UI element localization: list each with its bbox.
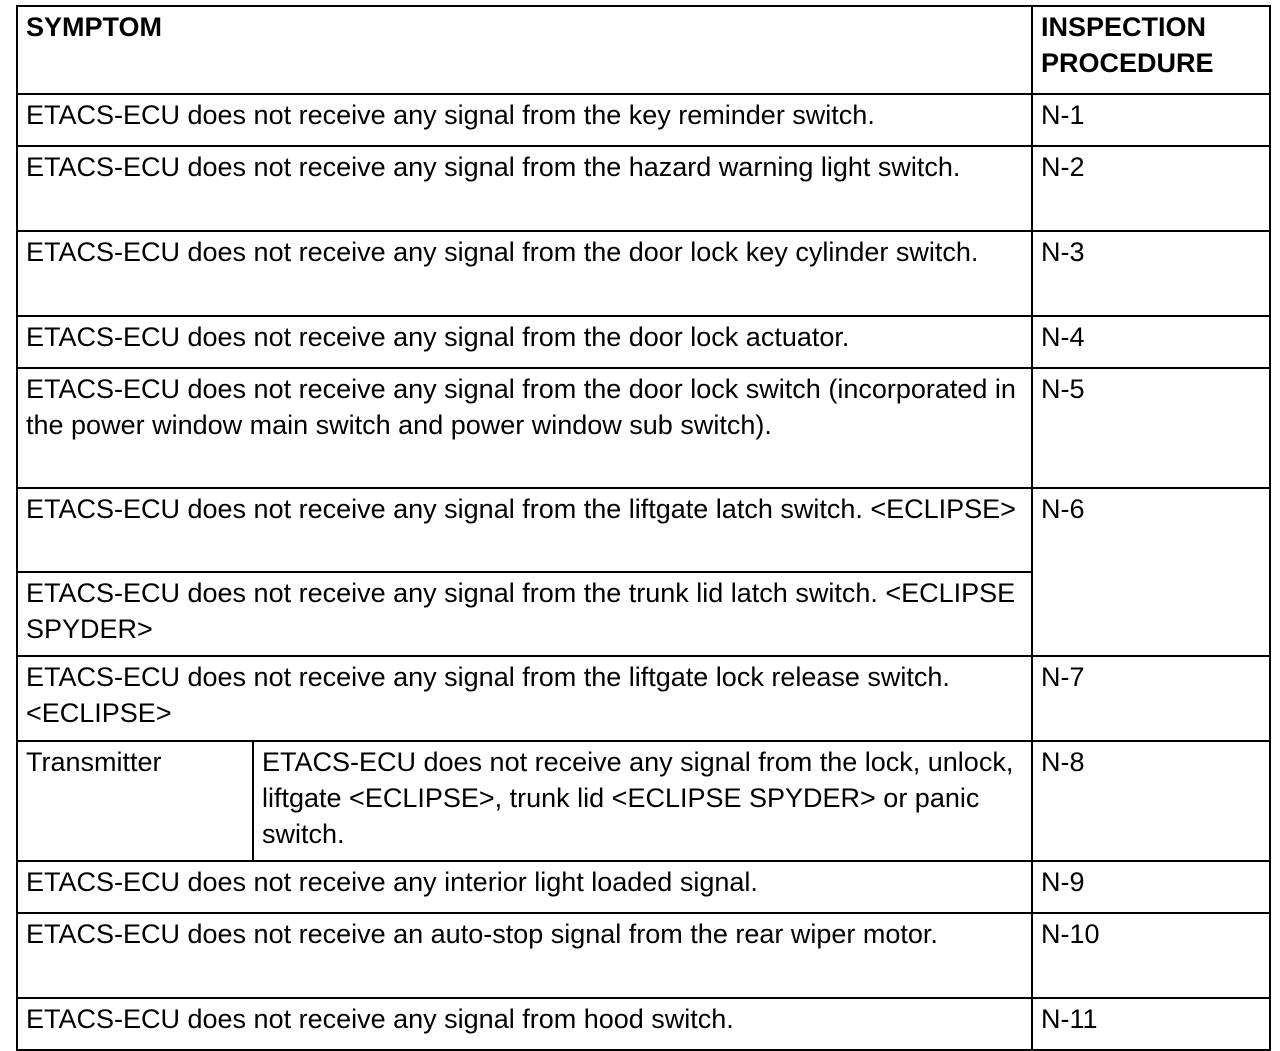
table-row bbox=[17, 316, 1270, 368]
table-header-row bbox=[17, 6, 1270, 94]
procedure-cell: N-6 bbox=[1032, 488, 1270, 656]
table-row bbox=[17, 146, 1270, 231]
symptom-cell: ETACS-ECU does not receive any signal from the hazard warning light switch. bbox=[17, 146, 1032, 231]
table-row bbox=[17, 656, 1270, 741]
symptom-inspection-table bbox=[16, 5, 1271, 1051]
table-row bbox=[17, 861, 1270, 913]
procedure-cell: N-11 bbox=[1032, 998, 1270, 1050]
symptom-cell: ETACS-ECU does not receive any signal from the lock, unlock, liftgate <ECLIPSE>, trunk lid <ECLIPSE SPYDER> or panic switch. bbox=[253, 741, 1032, 861]
procedure-cell: N-10 bbox=[1032, 913, 1270, 998]
symptom-cell: ETACS-ECU does not receive any signal from hood switch. bbox=[17, 998, 1032, 1050]
inspection-procedure-column-header: INSPECTION PROCEDURE bbox=[1032, 6, 1270, 94]
symptom-cell: ETACS-ECU does not receive any signal from the door lock actuator. bbox=[17, 316, 1032, 368]
symptom-column-header: SYMPTOM bbox=[17, 6, 1032, 94]
procedure-cell: N-8 bbox=[1032, 741, 1270, 861]
table-row bbox=[17, 913, 1270, 998]
procedure-cell: N-1 bbox=[1032, 94, 1270, 146]
symptom-cell: ETACS-ECU does not receive an auto-stop signal from the rear wiper motor. bbox=[17, 913, 1032, 998]
symptom-cell: ETACS-ECU does not receive any signal from the liftgate lock release switch. <ECLIPSE> bbox=[17, 656, 1032, 741]
table-row bbox=[17, 488, 1270, 572]
procedure-cell: N-2 bbox=[1032, 146, 1270, 231]
procedure-cell: N-5 bbox=[1032, 368, 1270, 488]
table-row bbox=[17, 741, 1270, 861]
procedure-cell: N-3 bbox=[1032, 231, 1270, 316]
symptom-cell: ETACS-ECU does not receive any signal from the liftgate latch switch. <ECLIPSE> bbox=[17, 488, 1032, 572]
table-row bbox=[17, 231, 1270, 316]
procedure-cell: N-7 bbox=[1032, 656, 1270, 741]
symptom-cell: ETACS-ECU does not receive any signal from the key reminder switch. bbox=[17, 94, 1032, 146]
procedure-cell: N-4 bbox=[1032, 316, 1270, 368]
table-row bbox=[17, 368, 1270, 488]
procedure-cell: N-9 bbox=[1032, 861, 1270, 913]
symptom-cell: ETACS-ECU does not receive any signal from the door lock key cylinder switch. bbox=[17, 231, 1032, 316]
symptom-cell: ETACS-ECU does not receive any signal from the door lock switch (incorporated in the power window main switch and power window sub switch). bbox=[17, 368, 1032, 488]
table-row bbox=[17, 94, 1270, 146]
table-row bbox=[17, 998, 1270, 1050]
symptom-cell: ETACS-ECU does not receive any interior light loaded signal. bbox=[17, 861, 1032, 913]
group-cell-transmitter: Transmitter bbox=[17, 741, 253, 861]
symptom-cell: ETACS-ECU does not receive any signal from the trunk lid latch switch. <ECLIPSE SPYDER> bbox=[17, 572, 1032, 656]
